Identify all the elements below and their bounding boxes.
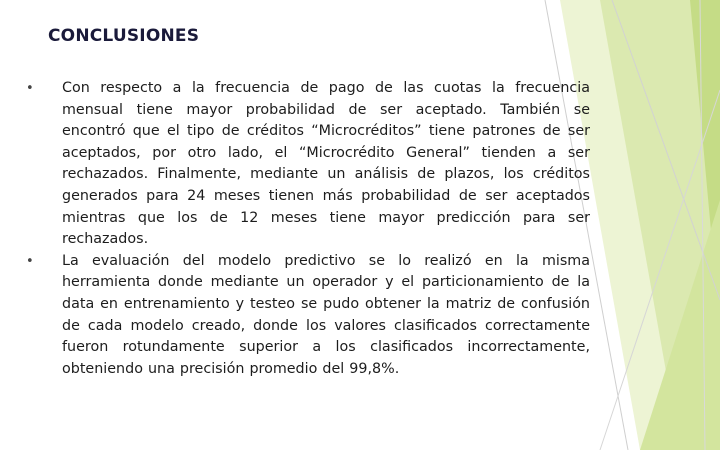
conclusions-list xyxy=(26,78,590,380)
bullet-marker: • xyxy=(26,253,34,269)
slide-title: CONCLUSIONES xyxy=(48,26,200,46)
conclusion-bullet-1 xyxy=(26,78,590,251)
bullet-text: La evaluación del modelo predictivo se lo realizó en la misma herramienta donde mediante un operador y el particionamiento de la data en entrenamiento y testeo se pudo obtener la matriz de confusión de cada modelo creado, donde los valores clasificados correctamente fueron rotundamente superior a los clasificados incorrectamente, obteniendo una precisión promedio del 99,8%. xyxy=(62,252,590,377)
bullet-marker: • xyxy=(26,81,34,96)
bullet-text: Con respecto a la frecuencia de pago de las cuotas la frecuencia mensual tiene mayor probabilidad de ser aceptado. También se encontró que el tipo de créditos “Microcréditos” tiene patrones de ser aceptados, por otro lado, el “Microcrédito General” tienden a ser rechazados. Finalmente, mediante un análisis de plazos, los créditos generados para 24 meses tienen más probabilidad de ser aceptados mientras que los de 12 meses tiene mayor predicción para ser rechazados. xyxy=(62,80,590,248)
conclusion-bullet-2 xyxy=(26,251,590,381)
